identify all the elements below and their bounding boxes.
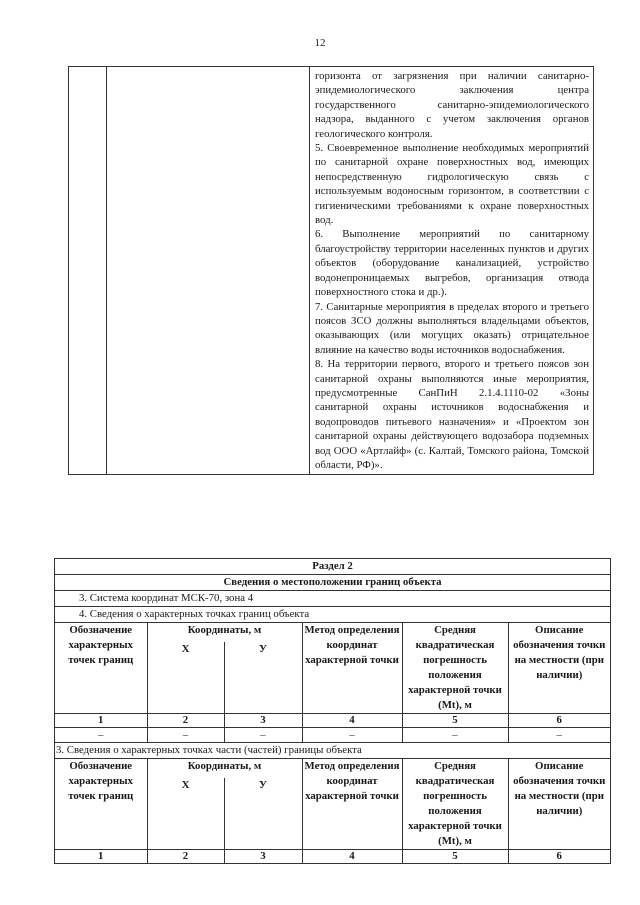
part-points-caption-line: 3. Сведения о характерных точках части (частей) границы объекта [55,743,610,759]
header-accuracy: Средняя квадратическая погрешность положения характерной точки (Мt), м [402,623,508,714]
column-number: 2 [147,714,224,728]
header-coordinates: Координаты, м [147,623,302,642]
dash-cell: – [147,728,224,743]
column-number: 3 [224,714,302,728]
header-coordinates: Координаты, м [147,759,302,778]
column-number: 5 [402,714,508,728]
column-number: 2 [147,850,224,864]
header-point-designation: Обозначение характерных точек границ [55,623,147,714]
empty-cell-number [69,67,107,475]
header-point-designation: Обозначение характерных точек границ [55,759,147,850]
header-accuracy: Средняя квадратическая погрешность положения характерной точки (Мt), м [402,759,508,850]
header-y: У [224,778,302,850]
continuation-table [68,66,594,475]
dash-cell: – [55,728,147,743]
column-number: 6 [508,850,610,864]
dash-cell: – [402,728,508,743]
header-y: У [224,642,302,714]
part-boundary-points-table [55,759,610,863]
measures-cell [310,67,594,475]
section-title: Раздел 2 [55,559,610,575]
column-number: 1 [55,714,147,728]
coordinate-system-line: 3. Система координат МСК-70, зона 4 [55,591,610,607]
points-caption-line: 4. Сведения о характерных точках границ объекта [79,608,310,620]
header-method: Метод определения координат характерной точки [302,759,402,850]
header-method: Метод определения координат характерной точки [302,623,402,714]
boundary-points-table [55,622,610,743]
header-description: Описание обозначения точки на местности (при наличии) [508,623,610,714]
dash-cell: – [508,728,610,743]
column-number: 4 [302,714,402,728]
header-x: Х [147,778,224,850]
column-number: 3 [224,850,302,864]
column-number: 4 [302,850,402,864]
column-number: 1 [55,850,147,864]
section-subtitle: Сведения о местоположении границ объекта [55,575,610,591]
column-number: 6 [508,714,610,728]
dash-cell: – [302,728,402,743]
header-description: Описание обозначения точки на местности (при наличии) [508,759,610,850]
empty-cell-name [107,67,310,475]
column-number: 5 [402,850,508,864]
dash-cell: – [224,728,302,743]
header-x: Х [147,642,224,714]
measures-text: горизонта от загрязнения при наличии санитарно-эпидемиологического заключения центра государственного санитарно-эпидемиологического надзора, выданного с учетом заключения органов геологического контроля. 5. Своевременное выполнение необходимых мероприятий по санитарной охране поверхностных вод, имеющих непосредственную гидрологическую связь с используемым водоносным горизонтом, в соответствии с гигиеническими требованиями к охране поверхностных вод. 6. Выполнение мероприятий по санитарному благоустройству территории населенных пунктов и других объектов (оборудование канализацией, устройство водонепроницаемых выгребов, организация отвода поверхностного стока и др.). 7. Санитарные мероприятия в пределах второго и третьего поясов ЗСО должны выполняться владельцами объектов, оказывающих (или могущих оказать) отрицательное влияние на качество воды источников водоснабжения. 8. На территории первого, второго и третьего поясов зон санитарной охраны выполняются иные мероприятия, предусмотренные СанПиН 2.1.4.1110-02 «Зоны санитарной охраны источников водоснабжения и водопроводов питьевого назначения» и «Проектом зон санитарной охраны действующего водозабора подземных вод ООО «Артлайф» (с. Калтай, Томского района, Томской области, РФ)». [315,70,589,471]
section-2 [54,558,611,864]
page-number: 12 [314,37,326,49]
